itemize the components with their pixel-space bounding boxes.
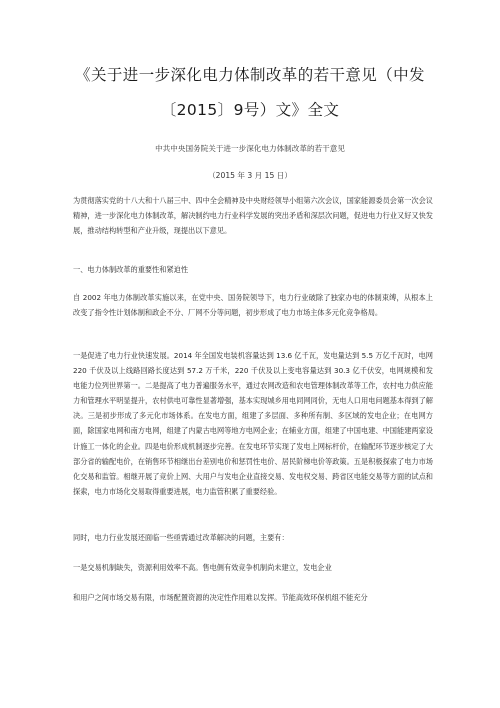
document-date: （2015 年 3 月 15 日）: [208, 171, 292, 180]
document-title-line-2: 〔2015〕9号）文》全文: [160, 101, 340, 119]
body-paragraph: 同时，电力行业发展还面临一些亟需通过改革解决的问题，主要有：: [73, 533, 289, 542]
section-heading: 一、电力体制改革的重要性和紧迫性: [73, 265, 189, 274]
document-subtitle: 中共中央国务院关于进一步深化电力体制改革的若干意见: [155, 144, 345, 153]
body-paragraph: 和用户之间市场交易有限，市场配置资源的决定性作用难以发挥。节能高效环保机组不能充分: [73, 593, 368, 602]
intro-paragraph: 为贯彻落实党的十八大和十八届三中、四中全会精神及中央财经领导小组第六次会议，国家能源委员会第一次会议精神，进一步深化电力体制改革，解决制约电力行业科学发展的突出矛盾和深层次问题，促进电力行业又好又快发展，推动结构转型和产业升级，现提出以下意见。: [73, 196, 433, 236]
body-paragraph: 一是交易机制缺失，资源利用效率不高。售电侧有效竞争机制尚未建立，发电企业: [73, 563, 332, 572]
document-title-line-1: 《关于进一步深化电力体制改革的若干意见（中发: [75, 66, 425, 84]
body-paragraph: 一是促进了电力行业快速发展。2014 年全国发电装机容量达到 13.6 亿千瓦，发电量达到 5.5 万亿千瓦时，电网 220 千伏及以上线路回路长度达到 57.2 万千米，220 千伏及以上变电容量达到 30.3 亿千伏安，电网规模和发电能力位列世界第一。二是提高了电力普遍服务水平，通过农网改造和农电管理体制改革等工作，农村电力供应能力和管理水平明显提升，农村供电可靠性显著增强，基本实现城乡用电同网同价，无电人口用电问题基本得到了解决。三是初步形成了多元化市场体系。在发电方面，组建了多层面、多种所有制、多区域的发电企业；在电网方面，除国家电网和南方电网，组建了内蒙古电网等地方电网企业；在辅业方面，组建了中国电建、中国能建两家设计施工一体化的企业。四是电价形成机制逐步完善。在发电环节实现了发电上网标杆价，在输配环节逐步核定了大部分省的输配电价，在销售环节相继出台差别电价和惩罚性电价、居民阶梯电价等政策。五是积极探索了电力市场化交易和监管。相继开展了竞价上网、大用户与发电企业直接交易、发电权交易、跨省区电能交易等方面的试点和探索，电力市场化交易取得重要进展，电力监管积累了重要经验。: [73, 351, 433, 496]
body-paragraph: 自 2002 年电力体制改革实施以来，在党中央、国务院领导下，电力行业破除了独家办电的体制束缚，从根本上改变了指令性计划体制和政企不分、厂网不分等问题，初步形成了电力市场主体多元化竞争格局。: [73, 293, 433, 318]
